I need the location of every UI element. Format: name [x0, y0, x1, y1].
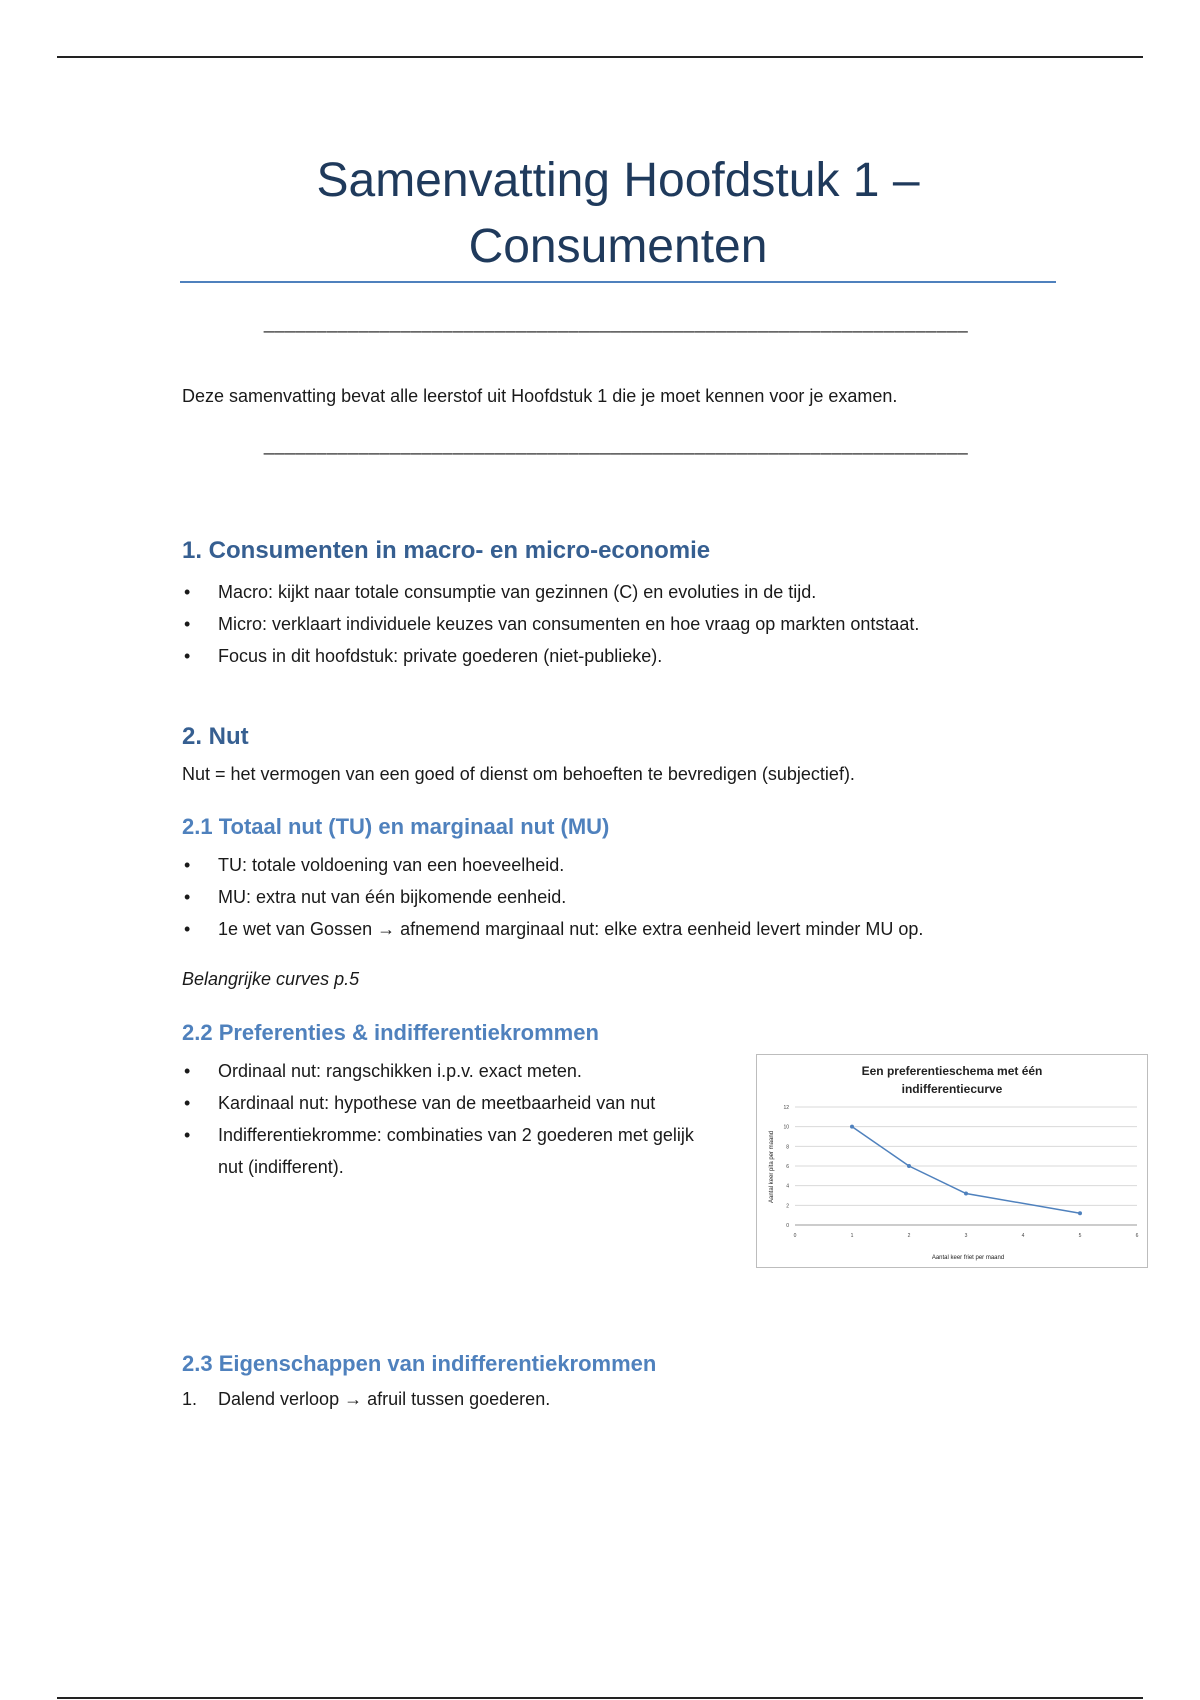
chart-x-tick-label: 5 [1078, 1233, 1082, 1239]
chart-y-tick-label: 10 [783, 1124, 789, 1131]
list-item: • Focus in dit hoofdstuk: private goederen (niet-publieke). [182, 640, 919, 672]
curves-note: Belangrijke curves p.5 [182, 969, 360, 989]
chart-x-tick-label: 1 [850, 1233, 854, 1239]
separator-line-top: ___________________________________________________________________ [263, 313, 969, 333]
list-item: • 1e wet van Gossen → afnemend marginaal nut: elke extra eenheid levert minder MU op. [182, 913, 923, 945]
section-1-list [182, 576, 919, 672]
list-item-text: Dalend verloop → afruil tussen goederen. [218, 1389, 551, 1409]
document-title: Samenvatting Hoofdstuk 1 – Consumenten [316, 154, 920, 273]
chart-data-point [1078, 1211, 1082, 1215]
chart-y-tick-label: 8 [786, 1144, 789, 1151]
section-heading-nut: 2. Nut [182, 723, 249, 750]
list-item: • Indifferentiekromme: combinaties van 2 goederen met gelijk nut (indifferent). [182, 1119, 722, 1183]
chart-data-point [850, 1125, 854, 1129]
chart-x-tick-label: 0 [793, 1233, 797, 1239]
chart-title-line-2: indifferentiecurve [901, 1082, 1003, 1096]
section-2-3-list [182, 1383, 550, 1415]
chart-y-tick-label: 2 [786, 1203, 789, 1210]
section-heading-consumenten: 1. Consumenten in macro- en micro-economie [182, 537, 711, 564]
chart-y-tick-label: 6 [786, 1164, 789, 1170]
chart-title-line-1: Een preferentieschema met één [861, 1064, 1043, 1078]
list-item: • Kardinaal nut: hypothese van de meetbaarheid van nut [182, 1087, 722, 1119]
chart-gridlines [795, 1107, 1137, 1225]
chart-svg [757, 1055, 1147, 1267]
separator-line-bottom: ___________________________________________________________________ [263, 435, 969, 455]
chart-y-tick-label: 0 [786, 1223, 789, 1229]
chart-y-tick-label: 12 [783, 1105, 789, 1111]
chart-x-axis-label: Aantal keer friet per maand [931, 1255, 1005, 1261]
chart-x-tick-labels [794, 1233, 1139, 1239]
section-heading-eigenschappen: 2.3 Eigenschappen van indifferentiekrommen [182, 1351, 657, 1376]
page-top-rule [57, 56, 1143, 58]
section-2-1-list [182, 849, 923, 945]
section-heading-totaal-nut: 2.1 Totaal nut (TU) en marginaal nut (MU) [182, 814, 610, 839]
section-2-2-list [182, 1055, 722, 1183]
intro-text: Deze samenvatting bevat alle leerstof uit Hoofdstuk 1 die je moet kennen voor je examen. [182, 386, 898, 406]
indifference-curve-chart [756, 1054, 1148, 1268]
list-item: • MU: extra nut van één bijkomende eenheid. [182, 881, 923, 913]
chart-series-line [852, 1127, 1080, 1214]
list-item: • TU: totale voldoening van een hoeveelheid. [182, 849, 923, 881]
chart-x-tick-label: 3 [964, 1233, 968, 1239]
chart-x-tick-label: 6 [1135, 1233, 1139, 1239]
list-item: • Macro: kijkt naar totale consumptie van gezinnen (C) en evoluties in de tijd. [182, 576, 919, 608]
title-underline [180, 281, 1056, 283]
list-number: 1. [182, 1389, 198, 1409]
list-item: • Micro: verklaart individuele keuzes van consumenten en hoe vraag op markten ontstaat. [182, 608, 919, 640]
chart-y-tick-label: 4 [786, 1183, 789, 1190]
chart-y-tick-labels [783, 1105, 789, 1229]
chart-data-points [850, 1125, 1082, 1216]
chart-data-point [907, 1164, 911, 1168]
list-item: • Ordinaal nut: rangschikken i.p.v. exact meten. [182, 1055, 722, 1087]
chart-y-axis-label: Aantal keer pita per maand [769, 1130, 775, 1204]
chart-x-tick-label: 2 [907, 1233, 911, 1239]
page-bottom-rule [57, 1697, 1143, 1699]
list-item [182, 1383, 550, 1415]
chart-data-point [964, 1192, 968, 1196]
section-heading-preferenties: 2.2 Preferenties & indifferentiekrommen [182, 1020, 599, 1045]
chart-x-tick-label: 4 [1021, 1233, 1025, 1239]
nut-definition: Nut = het vermogen van een goed of dienst om behoeften te bevredigen (subjectief). [182, 764, 855, 784]
